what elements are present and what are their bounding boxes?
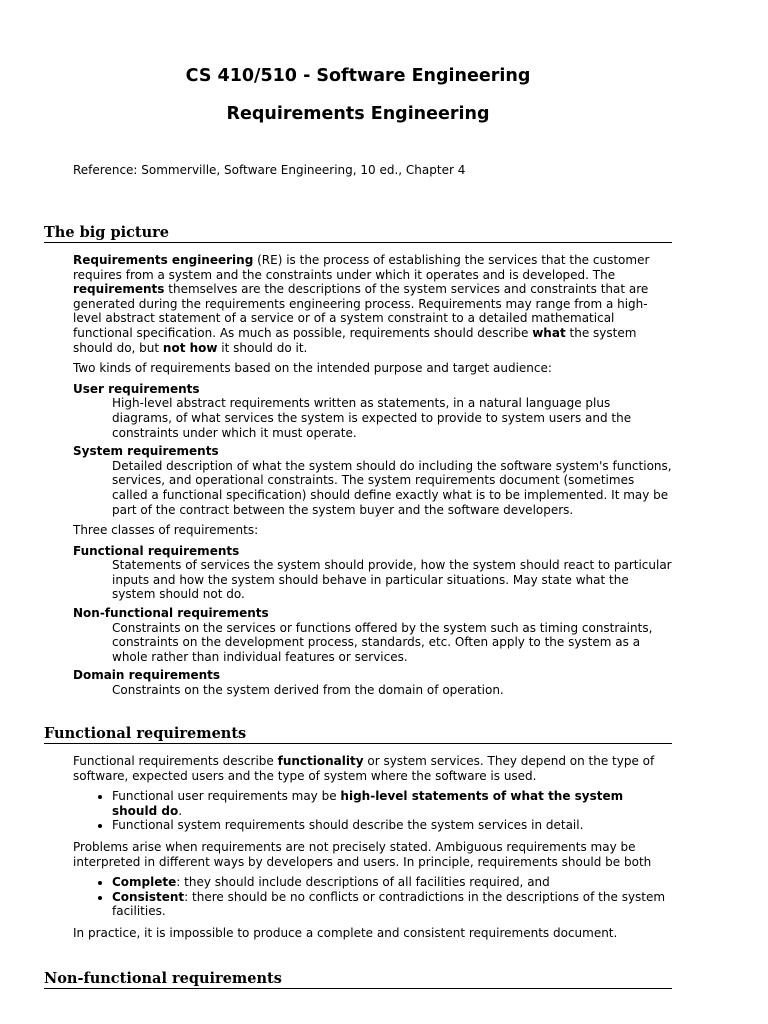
term-system-requirements: System requirements	[73, 444, 219, 459]
term-user-requirements: User requirements	[73, 381, 200, 396]
desc-nonfunctional-requirements: Constraints on the services or functions offered by the system such as timing constraints, constraints on the development process, standards, etc. Often apply to the system as a whole rather than individual features or services.	[112, 620, 653, 664]
text-run: .	[178, 803, 183, 818]
bold-term: Complete	[112, 875, 177, 890]
text-run: or system services. They depend on the type of software, expected users and the type of system where the software is used.	[73, 754, 655, 783]
section-heading-functional: Functional requirements	[44, 725, 672, 744]
bold-term: not how	[162, 340, 218, 355]
section-functional-requirements	[44, 725, 672, 947]
text-run: (RE) is the process of establishing the services that the customer requires from a system and the constraints under which it operates and is developed. The	[73, 253, 650, 282]
term-nonfunctional-requirements: Non-functional requirements	[73, 606, 269, 621]
bullet-list-functional	[73, 789, 672, 833]
text-run: Functional requirements describe	[73, 754, 278, 768]
bold-term: requirements	[73, 282, 165, 297]
text-run: Functional user requirements may be	[112, 789, 341, 804]
paragraph-problems: Problems arise when requirements are not precisely stated. Ambiguous requirements may be interpreted in different ways by developers and users. In principle, requirements should be both	[73, 839, 652, 869]
section-body	[73, 754, 672, 941]
text-run: the system should do, but	[73, 325, 637, 355]
bold-term: functionality	[277, 754, 364, 768]
paragraph-re-definition	[73, 253, 672, 355]
bold-term: Consistent	[112, 889, 185, 904]
section-heading-nonfunctional: Non-functional requirements	[44, 970, 672, 989]
desc-system-requirements: Detailed description of what the system should do including the software system's functions, services, and operational constraints. The system requirements document (sometimes called a functional specification) should define exactly what is to be implemented. It may be part of the contract between the system buyer and the software developers.	[112, 458, 672, 517]
list-item	[112, 890, 672, 919]
paragraph-classes-intro: Three classes of requirements:	[73, 523, 259, 538]
document-title: Requirements Engineering	[226, 104, 490, 124]
section-nonfunctional-requirements	[44, 970, 672, 989]
text-run: : there should be no conflicts or contradictions in the descriptions of the system facilities.	[112, 889, 666, 919]
section-body	[73, 253, 672, 698]
bold-term: Requirements engineering	[73, 253, 254, 267]
bullet-list-complete-consistent	[73, 875, 672, 919]
section-big-picture	[44, 224, 672, 704]
list-item	[112, 875, 672, 890]
bold-term: high-level statements of what the system should do	[112, 789, 624, 818]
text-run: Functional system requirements should describe the system services in detail.	[112, 818, 584, 833]
section-heading-big-picture: The big picture	[44, 224, 672, 243]
paragraph-functional-intro	[73, 754, 672, 783]
desc-domain-requirements: Constraints on the system derived from the domain of operation.	[112, 683, 504, 698]
list-item	[112, 789, 672, 818]
term-domain-requirements: Domain requirements	[73, 668, 221, 683]
kinds-list	[73, 382, 672, 517]
classes-list	[73, 544, 672, 698]
bold-term: what	[532, 325, 566, 340]
paragraph-kinds-intro: Two kinds of requirements based on the intended purpose and target audience:	[73, 361, 552, 376]
reference-line: Reference: Sommerville, Software Engineering, 10 ed., Chapter 4	[73, 163, 466, 177]
text-run: it should do it.	[217, 340, 308, 355]
course-title: CS 410/510 - Software Engineering	[185, 66, 531, 86]
text-run: : they should include descriptions of all facilities required, and	[176, 875, 550, 890]
term-functional-requirements: Functional requirements	[73, 543, 240, 558]
desc-functional-requirements: Statements of services the system should provide, how the system should react to particular inputs and how the system should behave in particular situations. May state what the system should not do.	[112, 558, 672, 602]
list-item	[112, 818, 672, 833]
desc-user-requirements: High-level abstract requirements written as statements, in a natural language plus diagrams, of what services the system is expected to provide to system users and the constraints under which it must operate.	[112, 396, 632, 440]
text-run: themselves are the descriptions of the system services and constraints that are generated during the requirements engineering process. Requirements may range from a high-level abstract statement of a service or of a system constraint to a detailed mathematical functional specification. As much as possible, requirements should describe	[73, 282, 649, 340]
paragraph-in-practice: In practice, it is impossible to produce a complete and consistent requirements document.	[73, 925, 618, 940]
